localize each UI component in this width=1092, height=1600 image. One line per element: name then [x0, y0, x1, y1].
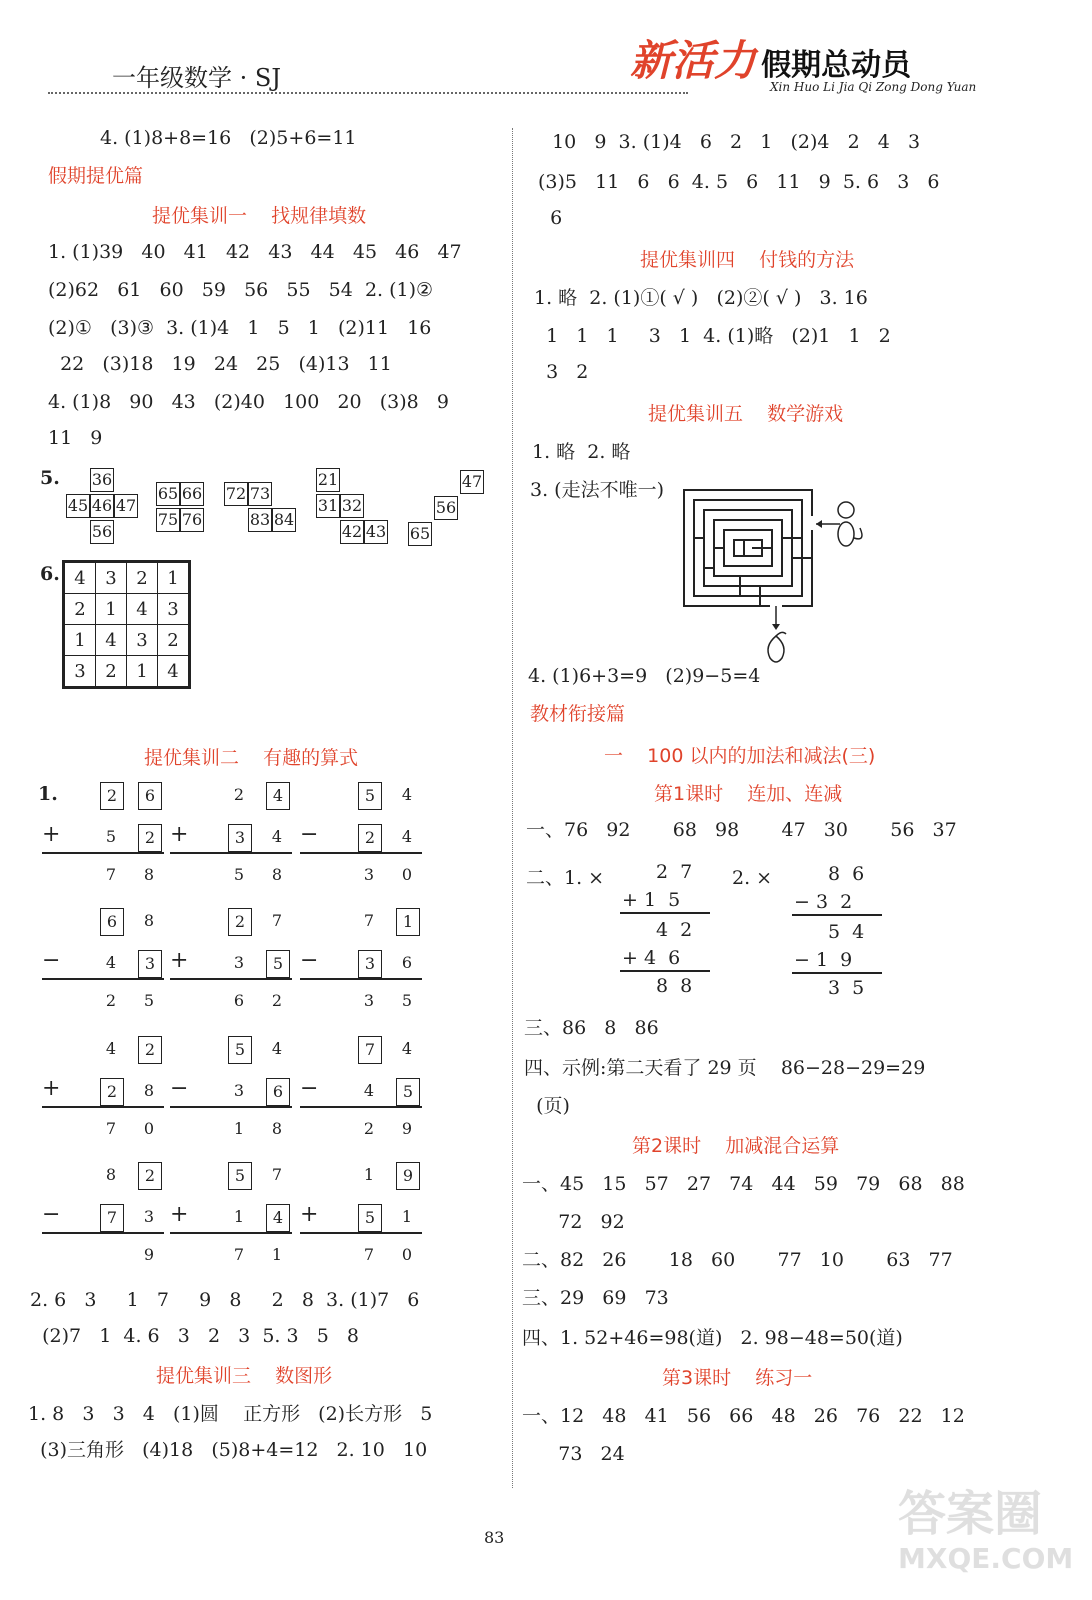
answer-box: 5	[266, 950, 290, 978]
answer-box: 2	[100, 1078, 124, 1106]
answer-line: 2. 6 3 1 7 9 8 2 8 3. (1)7 6	[30, 1289, 420, 1311]
operator-sign: −	[300, 1076, 319, 1101]
answer-box: 2	[138, 824, 162, 852]
column-arithmetic	[42, 1160, 170, 1280]
digit: 4	[271, 1039, 283, 1058]
answer-box: 6	[266, 1078, 290, 1106]
column-divider	[512, 128, 513, 1488]
digit: 1	[363, 1165, 375, 1184]
digit: 1	[401, 1207, 413, 1226]
subject-label: 一年级数学 · SJ	[112, 64, 281, 92]
operator-sign: −	[300, 822, 319, 847]
answer-line: (2)① (3)③ 3. (1)4 1 5 1 (2)11 16	[48, 317, 432, 339]
calc-rule	[792, 914, 882, 916]
calc-rule	[300, 978, 422, 980]
watermark-url: MXQE.COM	[898, 1542, 1074, 1575]
digit: 0	[401, 865, 413, 884]
digit: 3	[233, 953, 245, 972]
digit: 6	[233, 991, 245, 1010]
digit: 1	[233, 1207, 245, 1226]
column-arithmetic	[170, 906, 298, 1026]
answer-line: 6	[538, 207, 563, 229]
column-arithmetic	[170, 1034, 298, 1154]
calc-rule	[170, 978, 292, 980]
calc-rule	[300, 1106, 422, 1108]
answer-box: 1	[396, 908, 420, 936]
answer-box: 2	[138, 1036, 162, 1064]
answer-line: 二、1. ×	[526, 867, 605, 889]
answer-box: 3	[228, 824, 252, 852]
digit: 4	[401, 827, 413, 846]
operator-sign: +	[42, 822, 61, 847]
calc-rule	[170, 852, 292, 854]
column-arithmetic	[300, 1160, 428, 1280]
digit: 4	[401, 1039, 413, 1058]
answer-box: 5	[358, 782, 382, 810]
calc-rule	[42, 1232, 164, 1234]
answer-line: 22 (3)18 19 24 25 (4)13 11	[48, 353, 392, 375]
answer-line: 1. 8 3 3 4 (1)圆 正方形 (2)长方形 5	[28, 1403, 433, 1425]
digit: 2	[105, 991, 117, 1010]
column-arithmetic	[42, 780, 170, 900]
lesson-title: 第2课时 加减混合运算	[632, 1135, 840, 1157]
training-title: 提优集训五 数学游戏	[648, 403, 844, 425]
lesson-title: 第3课时 练习一	[662, 1367, 813, 1389]
training-title: 提优集训三 数图形	[156, 1365, 333, 1387]
calc-rule	[42, 978, 164, 980]
operator-sign: −	[300, 948, 319, 973]
brand-big: 新活力	[630, 36, 757, 85]
answer-box: 4	[266, 782, 290, 810]
digit: 2	[233, 785, 245, 804]
brand-pinyin: Xin Huo Li Jia Qi Zong Dong Yuan	[770, 80, 977, 94]
brand-rest: 假期总动员	[761, 48, 912, 83]
answer-box: 6	[138, 782, 162, 810]
answer-line: 3 2	[534, 361, 589, 383]
operator-sign: +	[42, 1076, 61, 1101]
digit: 8	[271, 865, 283, 884]
digit: 8	[143, 865, 155, 884]
digit: 7	[105, 1119, 117, 1138]
answer-line: 73 24	[522, 1443, 625, 1465]
answer-line: 2. ×	[732, 867, 773, 889]
answer-box: 3	[358, 950, 382, 978]
section-heading: 教材衔接篇	[530, 703, 626, 725]
answer-line: 1. 略 2. 略	[532, 441, 631, 463]
unit-title: 一 100 以内的加法和减法(三)	[604, 745, 876, 767]
page-number: 83	[484, 1528, 505, 1547]
vertical-calc-2: 8 6 − 3 2 5 4 − 1 9 3 5	[794, 863, 865, 999]
digit: 1	[271, 1245, 283, 1264]
calc-rule	[42, 1106, 164, 1108]
operator-sign: +	[300, 1202, 319, 1227]
calc-rule	[620, 970, 710, 972]
answer-box: 2	[358, 824, 382, 852]
latin-square-grid: 4 3 2 1 2 1 4 3 1 4 3 2 3 2 1 4	[62, 560, 191, 689]
operator-sign: −	[42, 1202, 61, 1227]
digit: 7	[105, 865, 117, 884]
column-arithmetic	[170, 1160, 298, 1280]
column-arithmetic	[170, 780, 298, 900]
training-title: 提优集训四 付钱的方法	[640, 249, 855, 271]
answer-line: (2)7 1 4. 6 3 2 3 5. 3 5 8	[30, 1325, 359, 1347]
answer-box: 5	[228, 1162, 252, 1190]
digit: 4	[105, 1039, 117, 1058]
digit: 8	[143, 1081, 155, 1100]
answer-line: 1. 略 2. (1)①( √ ) (2)②( √ ) 3. 16	[534, 287, 868, 309]
digit: 8	[143, 911, 155, 930]
watermark-logo	[898, 1486, 1088, 1596]
maze-figure	[680, 478, 870, 678]
operator-sign: −	[42, 948, 61, 973]
operator-sign: +	[170, 948, 189, 973]
answer-line: 1 1 1 3 1 4. (1)略 (2)1 1 2	[534, 325, 891, 347]
answer-line: 二、82 26 18 60 77 10 63 77	[522, 1249, 953, 1271]
training-title: 提优集训一 找规律填数	[152, 205, 367, 227]
calc-rule	[620, 912, 710, 914]
digit: 7	[233, 1245, 245, 1264]
answer-line: 一、76 92 68 98 47 30 56 37	[526, 819, 957, 841]
answer-box: 3	[138, 950, 162, 978]
answer-line: 4. (1)8 90 43 (2)40 100 20 (3)8 9	[48, 391, 449, 413]
answer-line: (页)	[524, 1095, 570, 1117]
answer-box: 5	[358, 1204, 382, 1232]
peach-icon	[768, 632, 786, 662]
digit: 4	[401, 785, 413, 804]
digit: 5	[401, 991, 413, 1010]
answer-line: 10 9 3. (1)4 6 2 1 (2)4 2 4 3	[540, 131, 921, 153]
answer-line: 一、45 15 57 27 74 44 59 79 68 88	[522, 1173, 965, 1195]
header-dotted-rule	[48, 92, 688, 94]
answer-line: (3)三角形 (4)18 (5)8+4=12 2. 10 10	[28, 1439, 428, 1461]
calc-rule	[170, 1232, 292, 1234]
question-number: 6.	[40, 563, 60, 585]
digit: 3	[233, 1081, 245, 1100]
answer-line: (2)62 61 60 59 56 55 54 2. (1)②	[48, 279, 434, 301]
column-arithmetic	[42, 906, 170, 1026]
answer-line: 四、示例:第二天看了 29 页 86−28−29=29	[524, 1057, 926, 1079]
operator-sign: +	[170, 822, 189, 847]
question-number: 5.	[40, 467, 60, 489]
answer-box: 9	[396, 1162, 420, 1190]
answer-box: 2	[228, 908, 252, 936]
answer-box: 5	[396, 1078, 420, 1106]
answer-line: 4. (1)6+3=9 (2)9−5=4	[528, 665, 761, 687]
digit: 0	[143, 1119, 155, 1138]
digit: 3	[143, 1207, 155, 1226]
calc-rule	[300, 1232, 422, 1234]
digit: 3	[363, 991, 375, 1010]
digit: 7	[363, 911, 375, 930]
digit: 6	[401, 953, 413, 972]
digit: 8	[271, 1119, 283, 1138]
digit: 0	[401, 1245, 413, 1264]
calc-rule	[792, 972, 882, 974]
training-title: 提优集训二 有趣的算式	[144, 747, 359, 769]
watermark-text: 答案圈	[898, 1486, 1043, 1542]
answer-line: 三、86 8 86	[524, 1017, 659, 1039]
question-number: 1.	[38, 783, 58, 805]
operator-sign: +	[170, 1202, 189, 1227]
vertical-calc-1: 2 7 + 1 5 4 2 + 4 6 8 8	[622, 861, 693, 997]
digit: 4	[105, 953, 117, 972]
digit: 3	[363, 865, 375, 884]
digit: 8	[105, 1165, 117, 1184]
answer-line: 72 92	[522, 1211, 625, 1233]
answer-line: 11 9	[48, 427, 103, 449]
digit: 9	[143, 1245, 155, 1264]
answer-line: 三、29 69 73	[522, 1287, 669, 1309]
answer-line: 4. (1)8+8=16 (2)5+6=11	[100, 127, 357, 149]
answer-line: 3. (走法不唯一)	[530, 479, 664, 501]
answer-box: 6	[100, 908, 124, 936]
section-heading: 假期提优篇	[48, 165, 144, 187]
column-arithmetic	[42, 1034, 170, 1154]
column-arithmetic	[300, 906, 428, 1026]
digit: 7	[271, 1165, 283, 1184]
digit: 2	[363, 1119, 375, 1138]
answer-line: 1. (1)39 40 41 42 43 44 45 46 47	[48, 241, 462, 263]
digit: 4	[363, 1081, 375, 1100]
digit: 4	[271, 827, 283, 846]
column-arithmetic	[300, 1034, 428, 1154]
digit: 5	[233, 865, 245, 884]
digit: 1	[233, 1119, 245, 1138]
digit: 7	[271, 911, 283, 930]
digit: 2	[271, 991, 283, 1010]
answer-box: 2	[138, 1162, 162, 1190]
column-arithmetic	[300, 780, 428, 900]
answer-line: 四、1. 52+46=98(道) 2. 98−48=50(道)	[522, 1327, 903, 1349]
answer-box: 4	[266, 1204, 290, 1232]
calc-rule	[170, 1106, 292, 1108]
answer-line: 一、12 48 41 56 66 48 26 76 22 12	[522, 1405, 965, 1427]
lesson-title: 第1课时 连加、连减	[654, 783, 843, 805]
digit: 5	[143, 991, 155, 1010]
answer-box: 2	[100, 782, 124, 810]
monkey-icon	[838, 502, 862, 546]
calc-rule	[42, 852, 164, 854]
answer-box: 7	[358, 1036, 382, 1064]
digit: 5	[105, 827, 117, 846]
answer-line: (3)5 11 6 6 4. 5 6 11 9 5. 6 3 6	[538, 171, 940, 193]
answer-box: 5	[228, 1036, 252, 1064]
operator-sign: −	[170, 1076, 189, 1101]
digit: 9	[401, 1119, 413, 1138]
brand-logo	[630, 28, 911, 88]
digit: 7	[363, 1245, 375, 1264]
answer-box: 7	[100, 1204, 124, 1232]
calc-rule	[300, 852, 422, 854]
